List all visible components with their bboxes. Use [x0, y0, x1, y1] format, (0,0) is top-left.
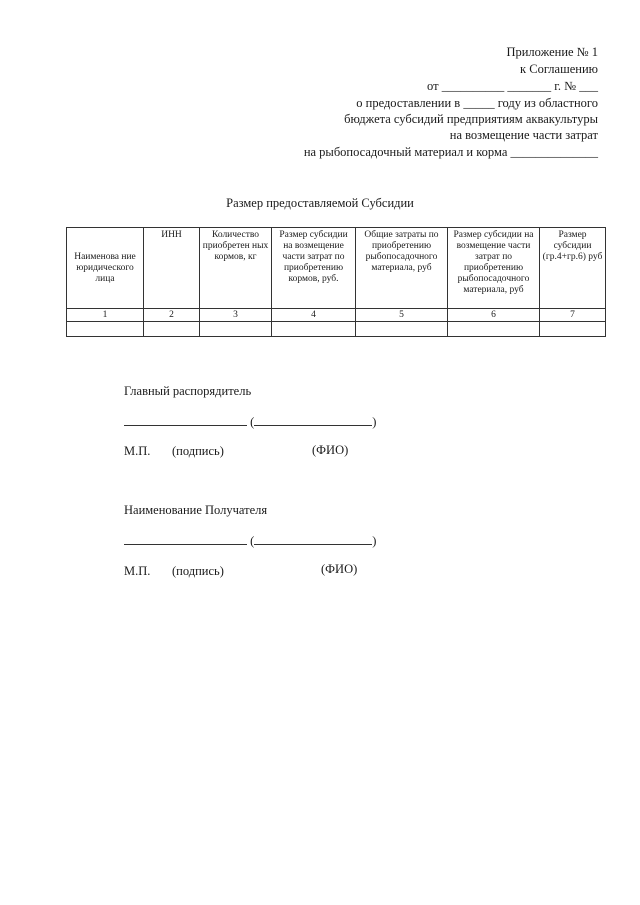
- fio-caption: (ФИО): [321, 562, 358, 576]
- open-paren: (: [250, 415, 255, 429]
- fio-line: [254, 532, 372, 545]
- column-number: 1: [67, 309, 144, 322]
- signature-line: [124, 532, 247, 545]
- material-feed-line: на рыбопосадочный материал и корма ______________: [303, 145, 598, 159]
- column-number: 6: [448, 309, 540, 322]
- column-header: Общие затраты по приобретению рыбопосадочного материала, руб: [356, 228, 448, 309]
- stamp-label: М.П.: [124, 444, 151, 458]
- stamp-label: М.П.: [124, 564, 151, 578]
- document-title: Размер предоставляемой Субсидии: [226, 196, 414, 210]
- table-cell: [67, 322, 144, 337]
- table-header-row: [67, 228, 606, 309]
- chief-manager-heading: Главный распорядитель: [124, 384, 252, 398]
- subsidy-year-line: о предоставлении в _____ году из областного: [356, 96, 598, 110]
- column-header: Размер субсидии на возмещение части затрат по приобретению рыбопосадочного материала, руб: [448, 228, 540, 309]
- agreement-date-line: от __________ _______ г. № ___: [427, 79, 598, 93]
- close-paren: ): [372, 415, 377, 429]
- fio-line: [254, 413, 372, 426]
- column-header: ИНН: [144, 228, 200, 309]
- table-data-row: [67, 322, 606, 337]
- signature-line: [124, 413, 247, 426]
- column-number: 2: [144, 309, 200, 322]
- column-header: Размер субсидии на возмещение части затрат по приобретению кормов, руб.: [272, 228, 356, 309]
- table-cell: [144, 322, 200, 337]
- table-cell: [356, 322, 448, 337]
- table-cell: [540, 322, 606, 337]
- table-cell: [448, 322, 540, 337]
- column-header: Наименова ние юридического лица: [67, 228, 144, 309]
- budget-line: бюджета субсидий предприятиям аквакультуры: [344, 112, 598, 126]
- signature-caption: (подпись): [172, 444, 224, 458]
- column-number: 4: [272, 309, 356, 322]
- recipient-heading: Наименование Получателя: [124, 503, 268, 517]
- subsidy-table: [66, 227, 606, 337]
- column-number: 7: [540, 309, 606, 322]
- chief-manager-signature-row: [124, 413, 376, 430]
- table-cell: [200, 322, 272, 337]
- appendix-number: Приложение № 1: [506, 45, 598, 59]
- table-cell: [272, 322, 356, 337]
- open-paren: (: [250, 534, 255, 548]
- agreement-reference: к Соглашению: [520, 62, 598, 76]
- close-paren: ): [372, 534, 377, 548]
- fio-caption: (ФИО): [312, 443, 349, 457]
- column-number-row: [67, 309, 606, 322]
- column-number: 3: [200, 309, 272, 322]
- reimbursement-line: на возмещение части затрат: [449, 128, 598, 142]
- recipient-signature-row: [124, 532, 376, 549]
- column-header: Количество приобретен ных кормов, кг: [200, 228, 272, 309]
- signature-caption: (подпись): [172, 564, 224, 578]
- column-header: Размер субсидии (гр.4+гр.6) руб: [540, 228, 606, 309]
- column-number: 5: [356, 309, 448, 322]
